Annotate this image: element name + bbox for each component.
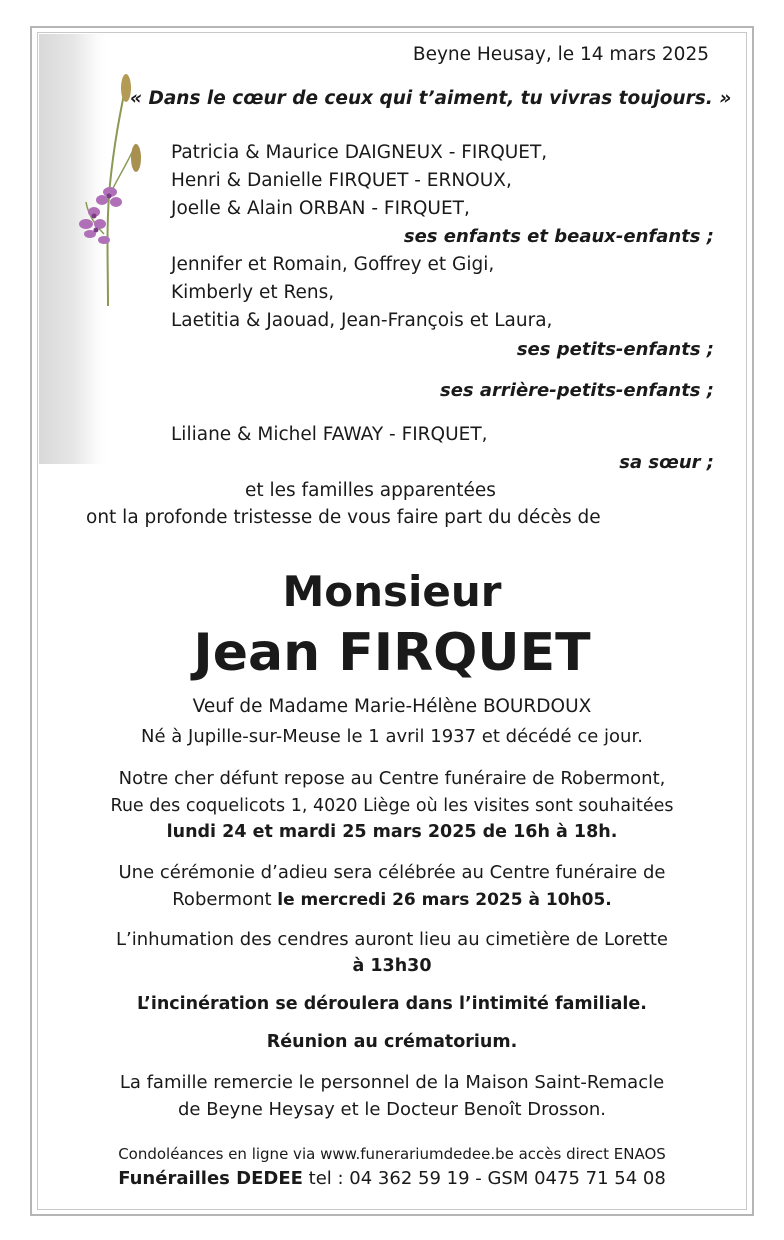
ceremony-place: Robermont <box>172 889 278 910</box>
inhumation-time: à 13h30 <box>352 956 432 976</box>
grandchildren-line-1: Jennifer et Romain, Goffrey et Gigi, <box>171 254 495 275</box>
children-line-2: Henri & Danielle FIRQUET - ERNOUX, <box>171 170 512 191</box>
sister-label: sa sœur ; <box>619 452 714 473</box>
footer-contact <box>0 1168 784 1189</box>
violet-flower-illustration <box>64 74 154 314</box>
inhumation-line-1: L’inhumation des cendres auront lieu au cimetière de Lorette <box>116 929 668 950</box>
place-date: Beyne Heusay, le 14 mars 2025 <box>412 44 709 65</box>
grandchildren-line-2: Kimberly et Rens, <box>171 282 335 303</box>
relatives-line-2: ont la profonde tristesse de vous faire part du décès de <box>86 507 601 528</box>
widower-line: Veuf de Madame Marie-Hélène BOURDOUX <box>192 696 592 717</box>
deceased-title: Monsieur <box>282 567 502 616</box>
ceremony-date: le mercredi 26 mars 2025 à 10h05. <box>277 890 612 910</box>
funeral-company: Funérailles DEDEE <box>118 1168 303 1189</box>
repose-line-1: Notre cher défunt repose au Centre funéraire de Robermont, <box>118 768 666 789</box>
deceased-name: Jean FIRQUET <box>193 623 591 683</box>
children-line-1: Patricia & Maurice DAIGNEUX - FIRQUET, <box>171 142 548 163</box>
contact-numbers: tel : 04 362 59 19 - GSM 0475 71 54 08 <box>302 1168 666 1189</box>
children-label: ses enfants et beaux-enfants ; <box>403 226 714 247</box>
ceremony-line-2 <box>0 889 784 910</box>
repose-line-2: Rue des coquelicots 1, 4020 Liège où les visites sont souhaitées <box>110 796 674 816</box>
quote: « Dans le cœur de ceux qui t’aiment, tu vivras toujours. » <box>130 88 732 109</box>
great-grandchildren-label: ses arrière-petits-enfants ; <box>440 380 714 401</box>
thanks-line-2: de Beyne Heysay et le Docteur Benoît Drosson. <box>177 1099 607 1120</box>
visit-times: lundi 24 et mardi 25 mars 2025 de 16h à 18h. <box>166 822 618 842</box>
children-line-3: Joelle & Alain ORBAN - FIRQUET, <box>171 198 470 219</box>
relatives-line-1: et les familles apparentées <box>245 480 496 501</box>
reunion-note: Réunion au crématorium. <box>266 1032 518 1052</box>
condolences-line: Condoléances en ligne via www.funerariumdedee.be accès direct ENAOS <box>118 1145 666 1163</box>
birth-death-line: Né à Jupille-sur-Meuse le 1 avril 1937 et décédé ce jour. <box>141 726 643 747</box>
thanks-line-1: La famille remercie le personnel de la Maison Saint-Remacle <box>119 1072 665 1093</box>
grandchildren-label: ses petits-enfants ; <box>516 339 714 360</box>
ceremony-line-1: Une cérémonie d’adieu sera célébrée au Centre funéraire de <box>118 862 666 883</box>
sister-line: Liliane & Michel FAWAY - FIRQUET, <box>171 424 488 445</box>
incineration-note: L’incinération se déroulera dans l’intimité familiale. <box>137 994 647 1014</box>
grandchildren-line-3: Laetitia & Jaouad, Jean-François et Laura, <box>171 310 553 331</box>
